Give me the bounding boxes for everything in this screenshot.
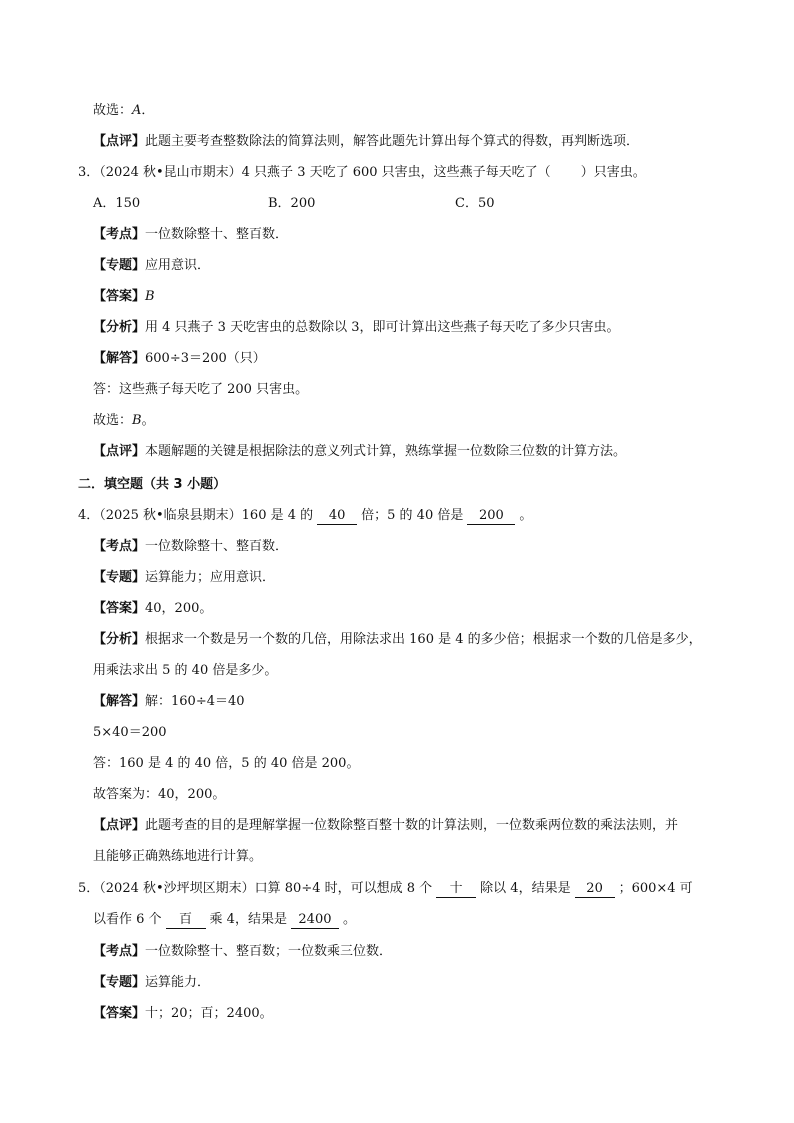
q4-daan: [93, 599, 212, 619]
kaodian-tag: 【考点】: [93, 227, 146, 242]
q4-fenxi-2: 用乘法求出 5 的 40 倍是多少。: [93, 663, 278, 678]
jieda-tag: 【解答】: [93, 694, 146, 709]
guxuan-end: ．: [141, 103, 155, 118]
q4-blank-1: 40: [317, 507, 357, 525]
jieda-text: 解：160÷4＝40: [145, 694, 245, 709]
dianping-text: 此题主要考查整数除法的简算法则，解答此题先计算出每个算式的得数，再判断选项．: [145, 134, 640, 149]
zhuanti-tag: 【专题】: [93, 570, 146, 585]
q5-zhuanti: [93, 973, 210, 993]
dianping-tag: 【点评】: [93, 444, 146, 459]
q3-zhuanti: [93, 256, 210, 276]
q3-fenxi: [93, 318, 620, 338]
daan-text: B: [145, 289, 155, 304]
q3-guxuan: [93, 411, 155, 431]
q4-stem-c: 。: [519, 508, 533, 523]
fenxi-text: 根据求一个数是另一个数的几倍，用除法求出 160 是 4 的多少倍；根据求一个数的几倍是多少，: [145, 632, 702, 647]
q5-kaodian: [93, 942, 392, 962]
q5-stem-d: 以看作 6 个: [93, 912, 162, 927]
guxuan-end: 。: [141, 413, 155, 428]
guxuan-answer: A: [132, 103, 142, 118]
q5-blank-2: 20: [575, 880, 615, 898]
q4-jieda: [93, 692, 245, 712]
q4-stem-a: 4．（2025 秋•临泉县期末）160 是 4 的: [78, 508, 314, 523]
q3-option-b: B．200: [268, 196, 316, 211]
q4-fenxi-1: [93, 630, 702, 650]
q4-stem: [78, 506, 532, 526]
kaodian-text: 一位数除整十、整百数．: [145, 227, 289, 242]
q5-stem-a: 5．（2024 秋•沙坪坝区期末）口算 80÷4 时，可以想成 8 个: [78, 881, 433, 896]
guxuan-prefix: 故选：: [93, 103, 133, 118]
q3-jieda: [93, 349, 266, 369]
daan-tag: 【答案】: [93, 601, 146, 616]
q5-stem-e: 乘 4，结果是: [209, 912, 287, 927]
daan-text: 十；20；百；2400。: [145, 1006, 273, 1021]
q5-stem-line-1: [78, 879, 693, 899]
q4-dianping-1: [93, 816, 678, 836]
q2-guxuan-line: [93, 101, 154, 121]
q4-calc-2: 5×40＝200: [93, 725, 167, 740]
q3-option-a: A．150: [93, 196, 141, 211]
q4-dianping-2: 且能够正确熟练地进行计算。: [93, 849, 263, 864]
kaodian-tag: 【考点】: [93, 944, 146, 959]
jieda-tag: 【解答】: [93, 351, 146, 366]
daan-text: 40，200。: [145, 601, 213, 616]
q3-dianping: [93, 442, 626, 462]
kaodian-text: 一位数除整十、整百数．: [145, 539, 289, 554]
q4-blank-2: 200: [467, 507, 515, 525]
q5-daan: [93, 1004, 273, 1024]
q3-stem-b: ）只害虫。: [580, 165, 646, 180]
zhuanti-text: 应用意识．: [145, 258, 211, 273]
q3-daan: [93, 287, 155, 307]
q5-blank-4: 2400: [291, 911, 339, 929]
q5-stem-b: 除以 4，结果是: [480, 881, 571, 896]
section-heading: 二．填空题（共 3 小题）: [78, 477, 227, 492]
q4-kaodian: [93, 537, 288, 557]
zhuanti-tag: 【专题】: [93, 258, 146, 273]
dianping-text: 此题考查的目的是理解掌握一位数除整百整十数的计算法则，一位数乘两位数的乘法法则，并: [145, 818, 679, 833]
fenxi-tag: 【分析】: [93, 632, 146, 647]
q2-dianping-line: [93, 132, 639, 152]
q4-da: 答：160 是 4 的 40 倍，5 的 40 倍是 200。: [93, 756, 360, 771]
q3-option-c: C．50: [455, 196, 495, 211]
dianping-tag: 【点评】: [93, 134, 146, 149]
fenxi-text: 用 4 只燕子 3 天吃害虫的总数除以 3，即可计算出这些燕子每天吃了多少只害虫。: [145, 320, 620, 335]
q3-stem: [78, 163, 646, 183]
q3-da: 答：这些燕子每天吃了 200 只害虫。: [93, 382, 309, 397]
kaodian-tag: 【考点】: [93, 539, 146, 554]
zhuanti-text: 运算能力；应用意识．: [145, 570, 276, 585]
q5-stem-f: 。: [342, 912, 356, 927]
zhuanti-text: 运算能力．: [145, 975, 211, 990]
q3-kaodian: [93, 225, 288, 245]
dianping-tag: 【点评】: [93, 818, 146, 833]
q4-zhuanti: [93, 568, 275, 588]
guxuan-prefix: 故选：: [93, 413, 133, 428]
zhuanti-tag: 【专题】: [93, 975, 146, 990]
q5-blank-3: 百: [166, 911, 206, 929]
q5-stem-line-2: [93, 910, 356, 930]
guxuan-answer: B: [132, 413, 142, 428]
daan-tag: 【答案】: [93, 289, 146, 304]
jieda-text: 600÷3＝200（只）: [145, 351, 266, 366]
q3-stem-a: 3．（2024 秋•昆山市期末）4 只燕子 3 天吃了 600 只害虫，这些燕子每天吃了（: [78, 165, 551, 180]
fenxi-tag: 【分析】: [93, 320, 146, 335]
kaodian-text: 一位数除整十、整百数；一位数乘三位数．: [145, 944, 393, 959]
q5-stem-c: ；600×4 可: [618, 881, 693, 896]
q5-blank-1: 十: [436, 880, 476, 898]
q4-guda: 故答案为：40，200。: [93, 787, 226, 802]
dianping-text: 本题解题的关键是根据除法的意义列式计算，熟练掌握一位数除三位数的计算方法。: [145, 444, 627, 459]
q4-stem-b: 倍；5 的 40 倍是: [361, 508, 464, 523]
daan-tag: 【答案】: [93, 1006, 146, 1021]
